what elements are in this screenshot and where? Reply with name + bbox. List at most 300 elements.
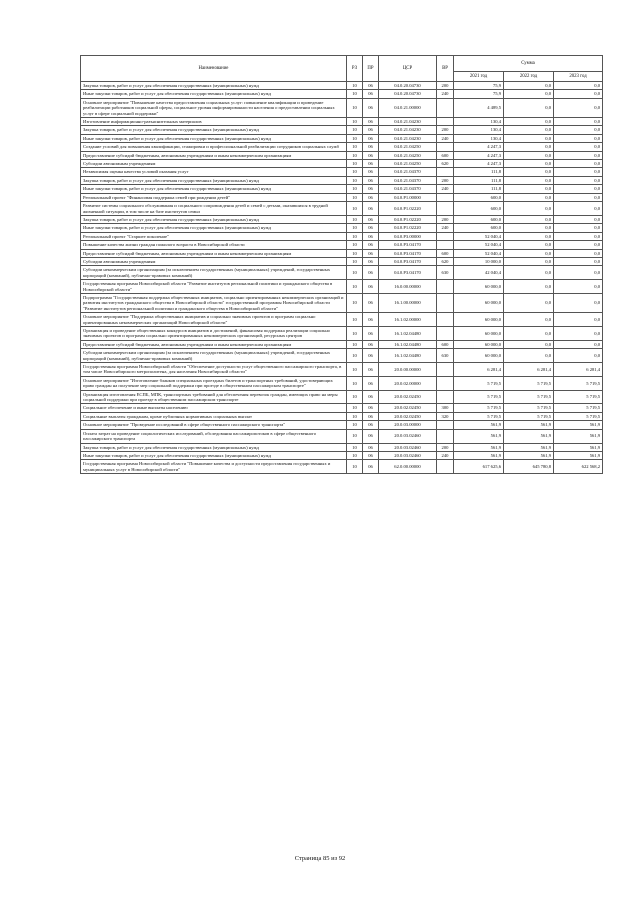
row-2023: 0,0 <box>554 202 603 216</box>
table-row <box>81 363 603 377</box>
row-name: Субсидии автономным учреждениям <box>81 160 347 168</box>
row-pr: 06 <box>363 376 379 390</box>
row-2021: 5 719,5 <box>454 390 504 404</box>
row-vr <box>437 421 454 429</box>
row-2021: 600,0 <box>454 215 504 223</box>
row-rz: 10 <box>347 126 363 134</box>
table-row <box>81 193 603 201</box>
row-2023: 0,0 <box>554 143 603 151</box>
row-pr: 06 <box>363 193 379 201</box>
table-row <box>81 412 603 420</box>
table-row <box>81 266 603 280</box>
row-2021: 130,4 <box>454 134 504 142</box>
row-csr: 04.0.20.04730 <box>379 90 437 98</box>
table-row <box>81 249 603 257</box>
row-csr: 04.0.21.04250 <box>379 160 437 168</box>
row-2023: 0,0 <box>554 249 603 257</box>
table-row <box>81 90 603 98</box>
row-2022: 0,0 <box>504 280 554 294</box>
row-2022: 6 281,4 <box>504 363 554 377</box>
row-csr: 04.0.20.04730 <box>379 82 437 90</box>
row-name: Государственная программа Новосибирской области "Обеспечение доступности услуг общественного пассажирского транспорта, в том числе Новосибирского метрополитена, для населения Новосибирской области" <box>81 363 347 377</box>
row-2023: 0,0 <box>554 241 603 249</box>
page-number: Страница 85 из 92 <box>294 855 346 862</box>
row-name: Организация изготовления ЕСПБ, МПК, транспортных требований для обеспечения перевозок граждан, имеющих право на меры социальной поддержки при проезде в общественном пассажирском транспорте <box>81 390 347 404</box>
table-row <box>81 134 603 142</box>
row-vr <box>437 241 454 249</box>
row-2022: 0,0 <box>504 215 554 223</box>
row-pr: 06 <box>363 460 379 474</box>
row-pr: 06 <box>363 98 379 117</box>
table-row <box>81 224 603 232</box>
row-2023: 0,0 <box>554 340 603 348</box>
table-body <box>81 82 603 474</box>
row-name: Государственная программа Новосибирской области "Повышение качества и доступности предоставления государственных и муниципальных услуг в Новосибирской области" <box>81 460 347 474</box>
row-2023: 0,0 <box>554 293 603 312</box>
row-rz: 10 <box>347 232 363 240</box>
header-2021: 2021 год <box>454 72 504 82</box>
row-2022: 561,9 <box>504 429 554 443</box>
row-2022: 645 780,8 <box>504 460 554 474</box>
row-rz: 10 <box>347 249 363 257</box>
table-row <box>81 185 603 193</box>
row-vr: 600 <box>437 249 454 257</box>
row-2022: 0,0 <box>504 98 554 117</box>
row-2021: 60 000,0 <box>454 327 504 341</box>
row-csr: 62.0.00.00000 <box>379 460 437 474</box>
row-2023: 0,0 <box>554 151 603 159</box>
header-rz: РЗ <box>347 56 363 82</box>
table-row <box>81 443 603 451</box>
row-csr: 20.0.02.02450 <box>379 390 437 404</box>
row-2021: 561,9 <box>454 451 504 459</box>
row-rz: 10 <box>347 376 363 390</box>
row-name: Закупка товаров, работ и услуг для обеспечения государственных (муниципальных) нужд <box>81 176 347 184</box>
row-2021: 75,9 <box>454 90 504 98</box>
row-name: Иные закупки товаров, работ и услуг для обеспечения государственных (муниципальных) нужд <box>81 90 347 98</box>
table-row <box>81 327 603 341</box>
row-pr: 06 <box>363 293 379 312</box>
row-rz: 10 <box>347 363 363 377</box>
row-name: Социальное обеспечение и иные выплаты населению <box>81 404 347 412</box>
row-2022: 0,0 <box>504 224 554 232</box>
row-vr <box>437 293 454 312</box>
row-2023: 561,9 <box>554 451 603 459</box>
row-vr: 200 <box>437 82 454 90</box>
row-pr: 06 <box>363 429 379 443</box>
row-2021: 5 719,5 <box>454 376 504 390</box>
row-2021: 561,9 <box>454 443 504 451</box>
row-2021: 10 000,0 <box>454 257 504 265</box>
row-2022: 0,0 <box>504 349 554 363</box>
table-row <box>81 143 603 151</box>
table-row <box>81 293 603 312</box>
row-vr <box>437 429 454 443</box>
row-vr: 620 <box>437 257 454 265</box>
row-name: Иные закупки товаров, работ и услуг для обеспечения государственных (муниципальных) нужд <box>81 224 347 232</box>
row-name: Иные закупки товаров, работ и услуг для обеспечения государственных (муниципальных) нужд <box>81 134 347 142</box>
row-rz: 10 <box>347 266 363 280</box>
row-name: Государственная программа Новосибирской области "Развитие институтов региональной политики и гражданского общества в Новосибирской области" <box>81 280 347 294</box>
row-2022: 0,0 <box>504 90 554 98</box>
row-csr: 16.0.00.00000 <box>379 280 437 294</box>
row-2023: 0,0 <box>554 349 603 363</box>
row-csr: 04.0.P1.02220 <box>379 215 437 223</box>
row-pr: 06 <box>363 340 379 348</box>
row-2021: 6 281,4 <box>454 363 504 377</box>
row-2021: 600,0 <box>454 202 504 216</box>
table-row <box>81 98 603 117</box>
row-vr <box>437 202 454 216</box>
row-2023: 561,9 <box>554 429 603 443</box>
row-2023: 0,0 <box>554 134 603 142</box>
row-2021: 52 040,4 <box>454 232 504 240</box>
row-2021: 60 000,0 <box>454 349 504 363</box>
row-vr: 200 <box>437 176 454 184</box>
row-csr: 20.0.03.02460 <box>379 451 437 459</box>
header-name: Наименование <box>81 56 347 82</box>
row-name: Субсидии автономным учреждениям <box>81 257 347 265</box>
row-name: Оплата затрат на проведение социологических исследований, обследования пассажиропотоков в сфере общественного пассажирского транспорта <box>81 429 347 443</box>
row-rz: 10 <box>347 160 363 168</box>
row-pr: 06 <box>363 232 379 240</box>
row-rz: 10 <box>347 202 363 216</box>
row-csr: 04.0.21.04370 <box>379 168 437 176</box>
row-name: Социальные выплаты гражданам, кроме публичных нормативных социальных выплат <box>81 412 347 420</box>
row-pr: 06 <box>363 421 379 429</box>
row-name: Субсидии некоммерческим организациям (за исключением государственных (муниципальных) учреждений, государственных корпораций (компаний), публично-правовых компаний) <box>81 349 347 363</box>
row-vr <box>437 98 454 117</box>
row-csr: 20.0.02.02450 <box>379 404 437 412</box>
row-pr: 06 <box>363 160 379 168</box>
row-csr: 04.0.P1.02220 <box>379 202 437 216</box>
table-row <box>81 126 603 134</box>
row-csr: 04.0.P1.02220 <box>379 224 437 232</box>
row-vr: 630 <box>437 266 454 280</box>
row-2021: 111,8 <box>454 185 504 193</box>
row-rz: 10 <box>347 90 363 98</box>
row-2021: 5 719,5 <box>454 404 504 412</box>
row-2023: 0,0 <box>554 266 603 280</box>
row-2023: 0,0 <box>554 126 603 134</box>
header-csr: ЦСР <box>379 56 437 82</box>
table-row <box>81 280 603 294</box>
table-row <box>81 160 603 168</box>
table-row <box>81 404 603 412</box>
row-name: Иные закупки товаров, работ и услуг для обеспечения государственных (муниципальных) нужд <box>81 451 347 459</box>
row-rz: 10 <box>347 390 363 404</box>
row-2023: 0,0 <box>554 224 603 232</box>
row-pr: 06 <box>363 143 379 151</box>
row-rz: 10 <box>347 451 363 459</box>
row-name: Независимая оценка качества условий оказания услуг <box>81 168 347 176</box>
row-rz: 10 <box>347 185 363 193</box>
row-rz: 10 <box>347 421 363 429</box>
budget-table <box>80 55 603 474</box>
row-name: Региональный проект "Старшее поколение" <box>81 232 347 240</box>
row-vr: 240 <box>437 224 454 232</box>
row-2022: 5 719,5 <box>504 404 554 412</box>
row-name: Предоставление субсидий бюджетным, автономным учреждениям и иным некоммерческим организациям <box>81 340 347 348</box>
row-vr: 320 <box>437 412 454 420</box>
table-row <box>81 257 603 265</box>
row-name: Развитие системы социального обслуживания и социального сопровождения детей и семей с детьми, оказавшихся в трудной жизненной ситуации, в том числе на базе институтов семьи <box>81 202 347 216</box>
row-2021: 52 040,4 <box>454 249 504 257</box>
table-row <box>81 176 603 184</box>
row-name: Повышение качества жизни граждан пожилого возраста в Новосибирской области <box>81 241 347 249</box>
row-pr: 06 <box>363 82 379 90</box>
row-pr: 06 <box>363 390 379 404</box>
row-pr: 06 <box>363 202 379 216</box>
row-vr: 200 <box>437 443 454 451</box>
row-2022: 561,9 <box>504 443 554 451</box>
row-name: Основное мероприятие "Повышение качества предоставления социальных услуг: повышение квалификации и проведение реабилитации работников социальной сферы, социальное уровня информированности населения о предоставлении социальных услуг в сфере социальной поддержки" <box>81 98 347 117</box>
row-2022: 0,0 <box>504 193 554 201</box>
row-pr: 06 <box>363 126 379 134</box>
row-csr: 16.1.02.04480 <box>379 340 437 348</box>
row-pr: 06 <box>363 257 379 265</box>
row-name: Основное мероприятие "Поддержка общественных инициатив и социально значимых проектов и программ социально ориентированных некоммерческих организаций Новосибирской области" <box>81 313 347 327</box>
row-name: Предоставление субсидий бюджетным, автономным учреждениям и иным некоммерческим организациям <box>81 151 347 159</box>
row-2022: 0,0 <box>504 293 554 312</box>
table-row <box>81 460 603 474</box>
row-csr: 04.0.21.04250 <box>379 151 437 159</box>
row-2022: 0,0 <box>504 327 554 341</box>
row-vr: 300 <box>437 404 454 412</box>
row-2021: 130,4 <box>454 118 504 126</box>
row-name: Основное мероприятие "Изготовление бланков специальных проездных билетов и транспортных требований, удостоверяющих право граждан на получение мер социальной поддержки при проезде в общественном пассажирском транспорте" <box>81 376 347 390</box>
row-2021: 60 000,0 <box>454 340 504 348</box>
row-csr: 20.0.03.02460 <box>379 429 437 443</box>
row-vr <box>437 327 454 341</box>
row-vr: 600 <box>437 340 454 348</box>
table-row <box>81 390 603 404</box>
table-row <box>81 376 603 390</box>
header-pr: ПР <box>363 56 379 82</box>
row-2023: 0,0 <box>554 193 603 201</box>
row-2023: 0,0 <box>554 215 603 223</box>
row-2022: 0,0 <box>504 143 554 151</box>
row-2021: 75,9 <box>454 82 504 90</box>
table-row <box>81 232 603 240</box>
row-2022: 0,0 <box>504 168 554 176</box>
row-csr: 20.0.02.02450 <box>379 412 437 420</box>
row-2022: 0,0 <box>504 249 554 257</box>
row-2023: 5 719,5 <box>554 390 603 404</box>
row-csr: 04.0.P3.00000 <box>379 232 437 240</box>
row-name: Подпрограмма "Государственная поддержка общественных инициатив, социально ориентированных некоммерческих организаций и развития институтов гражданского общества в Новосибирской области" государственной программы Новосибирской области "Развитие институтов региональной политики и гражданского общества в Новосибирской области" <box>81 293 347 312</box>
row-2023: 5 719,5 <box>554 404 603 412</box>
row-csr: 04.0.21.04230 <box>379 118 437 126</box>
row-pr: 06 <box>363 280 379 294</box>
row-pr: 06 <box>363 168 379 176</box>
table-row <box>81 118 603 126</box>
row-name: Субсидии некоммерческим организациям (за исключением государственных (муниципальных) учреждений, государственных корпораций (компаний), публично-правовых компаний) <box>81 266 347 280</box>
row-2023: 6 281,4 <box>554 363 603 377</box>
row-pr: 06 <box>363 327 379 341</box>
table-row <box>81 168 603 176</box>
row-2022: 0,0 <box>504 185 554 193</box>
table-row <box>81 215 603 223</box>
row-name: Закупка товаров, работ и услуг для обеспечения государственных (муниципальных) нужд <box>81 443 347 451</box>
row-pr: 06 <box>363 241 379 249</box>
row-vr <box>437 280 454 294</box>
row-2022: 0,0 <box>504 257 554 265</box>
row-pr: 06 <box>363 185 379 193</box>
row-2022: 561,9 <box>504 421 554 429</box>
row-2023: 0,0 <box>554 82 603 90</box>
row-2022: 561,9 <box>504 451 554 459</box>
row-rz: 10 <box>347 404 363 412</box>
row-csr: 20.0.00.00000 <box>379 363 437 377</box>
header-2022: 2022 год <box>504 72 554 82</box>
row-2023: 0,0 <box>554 118 603 126</box>
row-csr: 16.1.02.00000 <box>379 313 437 327</box>
row-pr: 06 <box>363 266 379 280</box>
row-2021: 600,0 <box>454 224 504 232</box>
row-2021: 600,0 <box>454 193 504 201</box>
row-csr: 16.1.00.00000 <box>379 293 437 312</box>
table-row <box>81 429 603 443</box>
row-pr: 06 <box>363 151 379 159</box>
row-rz: 10 <box>347 224 363 232</box>
table-row <box>81 241 603 249</box>
row-2023: 0,0 <box>554 313 603 327</box>
document-page <box>80 55 602 474</box>
row-pr: 06 <box>363 118 379 126</box>
row-2021: 4 247,3 <box>454 143 504 151</box>
row-rz: 10 <box>347 98 363 117</box>
table-row <box>81 82 603 90</box>
row-vr <box>437 143 454 151</box>
row-2022: 0,0 <box>504 126 554 134</box>
row-vr: 630 <box>437 349 454 363</box>
row-rz: 10 <box>347 176 363 184</box>
row-vr: 620 <box>437 160 454 168</box>
row-name: Закупка товаров, работ и услуг для обеспечения государственных (муниципальных) нужд <box>81 126 347 134</box>
row-rz: 10 <box>347 349 363 363</box>
row-2023: 622 568,2 <box>554 460 603 474</box>
row-2022: 0,0 <box>504 151 554 159</box>
header-sum: Сумма <box>454 56 603 72</box>
row-rz: 10 <box>347 82 363 90</box>
row-rz: 10 <box>347 241 363 249</box>
row-csr: 04.0.P3.04170 <box>379 257 437 265</box>
row-2023: 0,0 <box>554 232 603 240</box>
row-csr: 04.0.21.04250 <box>379 143 437 151</box>
row-rz: 10 <box>347 340 363 348</box>
row-name: Иные закупки товаров, работ и услуг для обеспечения государственных (муниципальных) нужд <box>81 185 347 193</box>
row-vr <box>437 313 454 327</box>
row-2023: 0,0 <box>554 98 603 117</box>
row-2023: 5 719,5 <box>554 376 603 390</box>
row-rz: 10 <box>347 151 363 159</box>
row-pr: 06 <box>363 313 379 327</box>
row-pr: 06 <box>363 249 379 257</box>
row-name: Основное мероприятие "Проведение исследований в сфере общественного пассажирского транспорта" <box>81 421 347 429</box>
row-2022: 5 719,5 <box>504 376 554 390</box>
row-2021: 60 000,0 <box>454 313 504 327</box>
row-vr <box>437 193 454 201</box>
row-csr: 04.0.P3.04170 <box>379 249 437 257</box>
row-name: Закупка товаров, работ и услуг для обеспечения государственных (муниципальных) нужд <box>81 215 347 223</box>
row-pr: 06 <box>363 215 379 223</box>
row-pr: 06 <box>363 404 379 412</box>
row-name: Изготовление информационно-разъяснительных материалов <box>81 118 347 126</box>
row-rz: 10 <box>347 118 363 126</box>
row-rz: 10 <box>347 429 363 443</box>
row-2023: 561,9 <box>554 443 603 451</box>
row-2022: 0,0 <box>504 134 554 142</box>
row-2022: 0,0 <box>504 160 554 168</box>
row-rz: 10 <box>347 257 363 265</box>
row-2021: 111,8 <box>454 176 504 184</box>
row-csr: 16.1.02.04480 <box>379 327 437 341</box>
row-2023: 0,0 <box>554 185 603 193</box>
row-csr: 04.0.21.04230 <box>379 134 437 142</box>
row-vr: 200 <box>437 126 454 134</box>
row-2022: 0,0 <box>504 241 554 249</box>
row-2021: 130,4 <box>454 126 504 134</box>
row-2021: 60 000,0 <box>454 293 504 312</box>
row-2022: 5 719,5 <box>504 390 554 404</box>
row-rz: 10 <box>347 327 363 341</box>
row-rz: 10 <box>347 193 363 201</box>
row-2023: 5 719,5 <box>554 412 603 420</box>
row-vr: 240 <box>437 134 454 142</box>
row-name: Организация и проведение общественных конкурсов инициатив и достижений, финансовая поддержка реализации социально значимых проектов и программ социально ориентированных некоммерческих организаций, ресурсных центров <box>81 327 347 341</box>
row-2021: 617 625,6 <box>454 460 504 474</box>
row-rz: 10 <box>347 443 363 451</box>
table-row <box>81 151 603 159</box>
table-row <box>81 349 603 363</box>
row-2023: 0,0 <box>554 280 603 294</box>
row-vr: 240 <box>437 451 454 459</box>
row-name: Закупка товаров, работ и услуг для обеспечения государственных (муниципальных) нужд <box>81 82 347 90</box>
row-pr: 06 <box>363 363 379 377</box>
row-rz: 10 <box>347 293 363 312</box>
row-csr: 04.0.21.00000 <box>379 98 437 117</box>
table-row <box>81 421 603 429</box>
row-pr: 06 <box>363 134 379 142</box>
row-2021: 4 247,3 <box>454 151 504 159</box>
row-2023: 0,0 <box>554 176 603 184</box>
row-2021: 561,9 <box>454 421 504 429</box>
row-pr: 06 <box>363 90 379 98</box>
row-2021: 4 247,3 <box>454 160 504 168</box>
row-2023: 0,0 <box>554 160 603 168</box>
row-csr: 04.0.21.04370 <box>379 185 437 193</box>
row-2022: 0,0 <box>504 82 554 90</box>
row-2021: 52 040,4 <box>454 241 504 249</box>
row-2023: 0,0 <box>554 327 603 341</box>
row-vr: 600 <box>437 151 454 159</box>
row-rz: 10 <box>347 134 363 142</box>
row-2021: 561,9 <box>454 429 504 443</box>
row-pr: 06 <box>363 224 379 232</box>
row-2022: 0,0 <box>504 232 554 240</box>
row-2023: 0,0 <box>554 257 603 265</box>
row-2022: 0,0 <box>504 266 554 280</box>
row-csr: 04.0.P1.00000 <box>379 193 437 201</box>
row-pr: 06 <box>363 176 379 184</box>
row-2022: 0,0 <box>504 118 554 126</box>
row-name: Создание условий для повышения квалификации, стажировки и профессиональной реабилитации сотрудников социальных служб <box>81 143 347 151</box>
row-csr: 20.0.02.00000 <box>379 376 437 390</box>
row-2021: 111,8 <box>454 168 504 176</box>
row-rz: 10 <box>347 143 363 151</box>
table-row <box>81 313 603 327</box>
